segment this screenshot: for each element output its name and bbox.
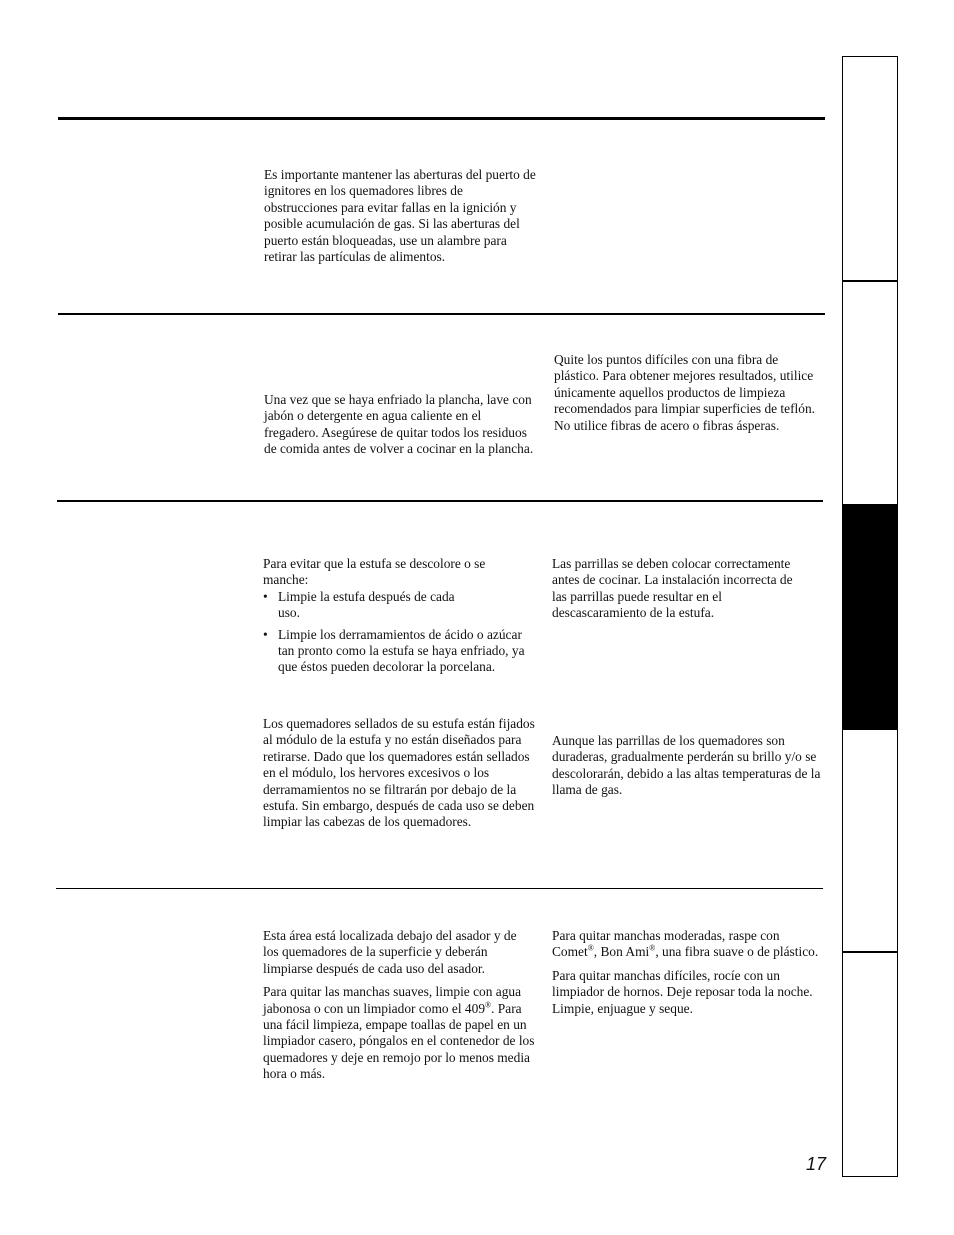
cooktop-left-text	[263, 556, 531, 681]
grates-position-text	[552, 556, 810, 622]
griddle-left-text	[264, 392, 539, 458]
grates-color-paragraph: Aunque las parrillas de los quemadores son duraderas, gradualmente perderán su brillo y/o se descolorarán, debido a las altas temperaturas de la llama de gas.	[552, 733, 821, 798]
sealed-burners-text	[263, 716, 535, 831]
section-rule-cooktop	[57, 500, 823, 502]
section-rule-broiler	[56, 888, 823, 889]
cooktop-intro: Para evitar que la estufa se descolore o se manche:	[263, 556, 486, 588]
sealed-burners-paragraph: Los quemadores sellados de su estufa están fijados al módulo de la estufa y no están diseñados para retirarse. Dado que los quemadores están sellados en el módulo, los hervores excesivos o los derramamientos no se filtrarán por debajo de la estufa. Sin embargo, después de cada uso se deben limpiar las cabezas de los quemadores.	[263, 716, 535, 830]
tab-divider	[843, 280, 897, 282]
broiler-right-text	[552, 928, 824, 1017]
griddle-right-text	[554, 352, 816, 434]
bullet-icon: •	[263, 626, 268, 642]
broiler-moderate-b: , Bon Ami	[593, 944, 650, 960]
bullet-text: Limpie los derramamientos de ácido o azúcar tan pronto como la estufa se haya enfriado, ya que éstos pueden decolorar la porcelana.	[278, 626, 525, 675]
section-rule-griddle	[58, 313, 825, 315]
griddle-scrub-paragraph: Quite los puntos difíciles con una fibra de plástico. Para obtener mejores resultados, utilice únicamente aquellos productos de limpieza recomendados para limpiar superficies de teflón. No utilice fibras de acero o fibras ásperas.	[554, 352, 816, 433]
broiler-light-stains-a: Para quitar las manchas suaves, limpie con agua jabonosa o con un limpiador como el 409	[263, 984, 522, 1016]
list-item	[263, 627, 531, 676]
burner-ports-text	[264, 167, 539, 265]
grates-color-text	[552, 733, 824, 799]
page-number: 17	[805, 1154, 826, 1174]
broiler-location-paragraph: Esta área está localizada debajo del asador y de los quemadores de la superficie y deberán limpiarse después de cada uso del asador.	[263, 928, 517, 976]
griddle-wash-paragraph: Una vez que se haya enfriado la plancha, lave con jabón o detergente en agua caliente en el fregadero. Asegúrese de quitar todos los residuos de comida antes de volver a cocinar en la plancha.	[264, 392, 534, 457]
registered-mark: ®	[587, 943, 594, 953]
list-item	[263, 589, 531, 622]
registered-mark: ®	[485, 1000, 492, 1010]
burner-ports-paragraph: Es importante mantener las aberturas del puerto de ignitores en los quemadores libres de obstrucciones para evitar fallas en la ignición y posible acumulación de gas. Si las aberturas del puerto están bloqueadas, use un alambre para retirar las partículas de alimentos.	[264, 167, 536, 265]
broiler-light-stains-paragraph	[263, 984, 535, 1082]
grates-position-paragraph: Las parrillas se deben colocar correctamente antes de cocinar. La instalación incorrecta de las parrillas puede resultar en el descascaramiento de la estufa.	[552, 556, 793, 621]
broiler-left-text	[263, 928, 535, 1083]
broiler-moderate-stains-paragraph	[552, 928, 824, 961]
cooktop-bullet-list	[263, 589, 531, 676]
broiler-moderate-c: , una fibra suave o de plástico.	[655, 944, 819, 960]
chapter-tabs	[842, 56, 898, 1177]
tab-divider	[843, 951, 897, 953]
bullet-icon: •	[263, 588, 268, 604]
broiler-moderate-a: Para quitar manchas moderadas, raspe con Comet	[552, 928, 780, 960]
broiler-difficult-stains-paragraph: Para quitar manchas difíciles, rocíe con un limpiador de hornos. Deje reposar toda la noche. Limpie, enjuague y seque.	[552, 967, 813, 1016]
active-chapter-tab	[843, 504, 897, 730]
bullet-text: Limpie la estufa después de cada uso.	[278, 588, 455, 621]
broiler-light-stains-b: . Para una fácil limpieza, empape toallas de papel en un limpiador casero, póngalos en el contenedor de los quemadores y deje en remojo por lo menos media hora o más.	[263, 1000, 535, 1082]
top-rule	[58, 117, 825, 120]
registered-mark: ®	[649, 943, 656, 953]
